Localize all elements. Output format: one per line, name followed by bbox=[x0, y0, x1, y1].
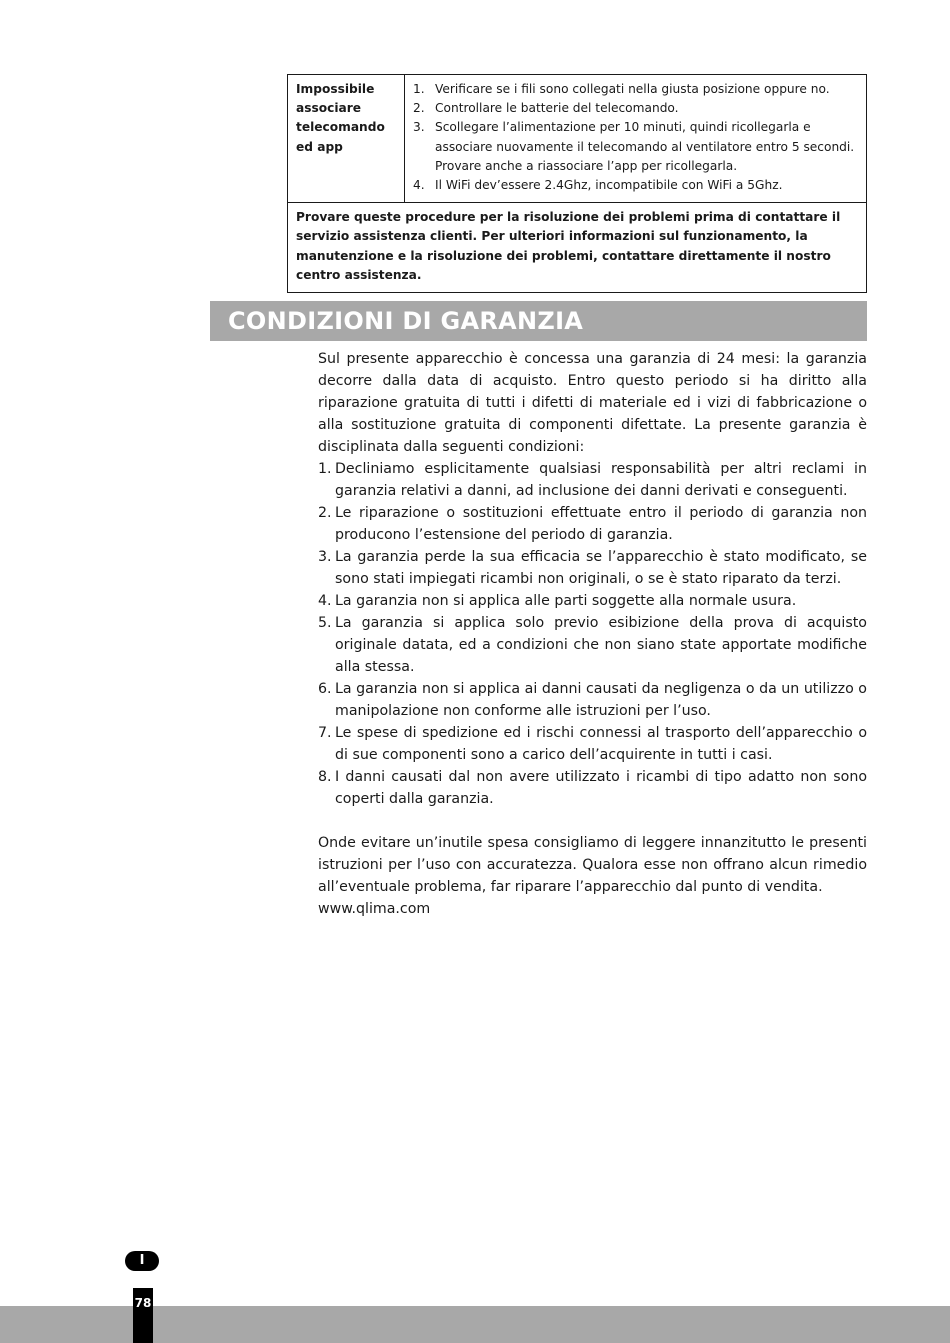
website-link[interactable]: www.qlima.com bbox=[318, 901, 431, 917]
problem-cell: Impossibile associare telecomando ed app bbox=[288, 75, 405, 203]
warranty-conditions bbox=[318, 458, 867, 810]
list-item: 3. La garanzia perde la sua efficacia se l’apparecchio è stato modificato, se sono stati impiegati ricambi non originali, o se è stato riparato da terzi. bbox=[318, 549, 867, 587]
list-item: 6. La garanzia non si applica ai danni causati da negligenza o da un utilizzo o manipolazione non conforme alle istruzioni per l’uso. bbox=[318, 681, 867, 719]
language-badge: I bbox=[125, 1251, 159, 1271]
warranty-closing: Onde evitare un’inutile spesa consigliamo di leggere innanzitutto le presenti istruzioni per l’uso con accuratezza. Qualora esse non offrano alcun rimedio all’eventuale problema, far riparare l’apparecchio dal punto di vendita. bbox=[318, 835, 867, 895]
list-item: 7. Le spese di spedizione ed i rischi connessi al trasporto dell’apparecchio o di sue componenti sono a carico dell’acquirente in tutti i casi. bbox=[318, 725, 867, 763]
list-item: 4. Il WiFi dev’essere 2.4Ghz, incompatibile con WiFi a 5Ghz. bbox=[413, 178, 783, 193]
troubleshooting-table bbox=[287, 74, 867, 293]
solution-cell bbox=[405, 75, 867, 203]
page-number: 78 bbox=[133, 1288, 153, 1343]
table-row bbox=[288, 203, 867, 293]
solution-steps bbox=[413, 80, 858, 195]
list-item: 8. I danni causati dal non avere utilizzato i ricambi di tipo adatto non sono coperti dalla garanzia. bbox=[318, 769, 867, 807]
section-header bbox=[210, 301, 867, 341]
list-item: 2. Controllare le batterie del telecomando. bbox=[413, 101, 679, 116]
list-item: 2. Le riparazione o sostituzioni effettuate entro il periodo di garanzia non producono l’estensione del periodo di garanzia. bbox=[318, 505, 867, 543]
section-title: CONDIZIONI DI GARANZIA bbox=[228, 307, 584, 335]
list-item: 1. Verificare se i fili sono collegati nella giusta posizione oppure no. bbox=[413, 82, 830, 96]
warranty-intro: Sul presente apparecchio è concessa una garanzia di 24 mesi: la garanzia decorre dalla data di acquisto. Entro questo periodo si ha diritto alla riparazione gratuita di tutti i difetti di materiale ed i vizi di fabbricazione o alla sostituzione gratuita di componenti difettate. La presente garanzia è disciplinata dalla seguenti condizioni: bbox=[318, 351, 867, 455]
table-row bbox=[288, 75, 867, 203]
list-item: 4. La garanzia non si applica alle parti soggette alla normale usura. bbox=[318, 593, 797, 609]
troubleshooting-note: Provare queste procedure per la risoluzione dei problemi prima di contattare il servizio assistenza clienti. Per ulteriori informazioni sul funzionamento, la manutenzione e la risoluzione dei problemi, contattare direttamente il nostro centro assistenza. bbox=[288, 203, 867, 293]
warranty-body bbox=[318, 348, 867, 920]
list-item: 5. La garanzia si applica solo previo esibizione della prova di acquisto originale datata, ed a condizioni che non siano state apportate modifiche alla stessa. bbox=[318, 615, 867, 675]
list-item: 3. Scollegare l’alimentazione per 10 minuti, quindi ricollegarla e associare nuovamente il telecomando al ventilatore entro 5 secondi. Provare anche a riassociare l’app per ricollegarla. bbox=[413, 120, 855, 173]
list-item: 1. Decliniamo esplicitamente qualsiasi responsabilità per altri reclami in garanzia relativi a danni, ad inclusione dei danni derivati e conseguenti. bbox=[318, 461, 867, 499]
